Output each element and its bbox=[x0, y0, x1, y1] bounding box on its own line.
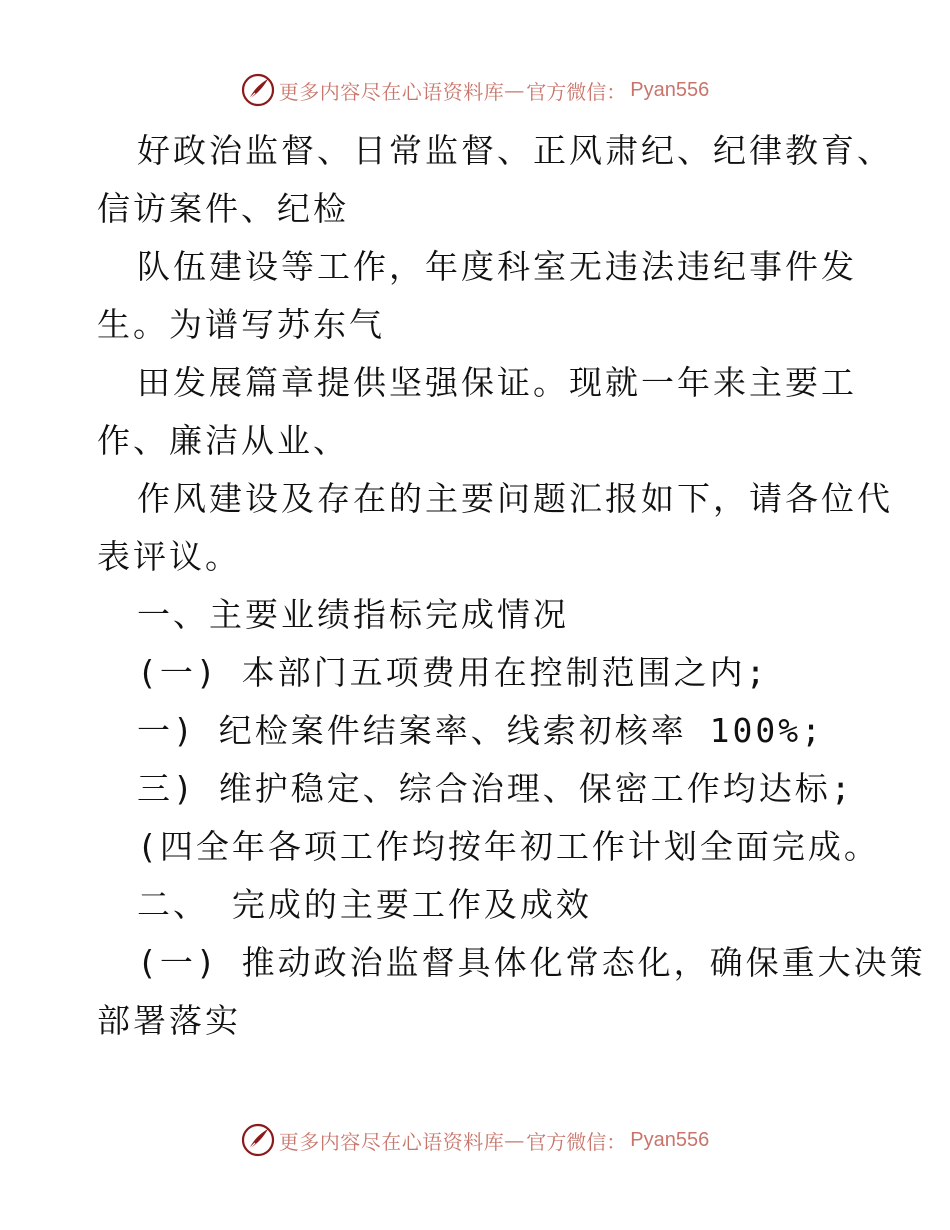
banner-text: 更多内容尽在心语资料库 bbox=[278, 1129, 505, 1154]
banner-wechat-id: Pyan556 bbox=[630, 78, 710, 101]
text-line: 信访案件、纪检 bbox=[97, 189, 349, 228]
text-line: 田发展篇章提供坚强保证。现就一年来主要工 bbox=[137, 363, 857, 402]
section-heading: 二、 完成的主要工作及成效 bbox=[137, 885, 592, 924]
banner-wechat-label: 官方微信： bbox=[526, 1129, 627, 1154]
text-line: 作风建设及存在的主要问题汇报如下，请各位代 bbox=[137, 479, 893, 518]
banner-wechat-id: Pyan556 bbox=[630, 1128, 710, 1151]
text-line: (一) 本部门五项费用在控制范围之内; bbox=[137, 653, 769, 692]
footer-banner bbox=[0, 1120, 950, 1160]
banner-dash: — bbox=[504, 78, 525, 102]
text-line: 队伍建设等工作，年度科室无违法违纪事件发 bbox=[137, 247, 857, 286]
text-line: 作、廉洁从业、 bbox=[97, 421, 349, 460]
text-line: 生。为谱写苏东气 bbox=[97, 305, 385, 344]
quill-pen-logo-icon bbox=[241, 73, 275, 107]
quill-pen-logo-icon bbox=[241, 1123, 275, 1157]
text-line: 表评议。 bbox=[97, 537, 241, 576]
text-line: 一) 纪检案件结案率、线索初核率 100%; bbox=[137, 711, 824, 750]
header-banner bbox=[0, 70, 950, 110]
text-line: 好政治监督、日常监督、正风肃纪、纪律教育、 bbox=[137, 131, 893, 170]
document-body bbox=[97, 122, 926, 1050]
text-line: (一) 推动政治监督具体化常态化，确保重大决策 bbox=[137, 943, 926, 982]
text-line: 三) 维护稳定、综合治理、保密工作均达标; bbox=[137, 769, 854, 808]
text-line: 部署落实 bbox=[97, 1001, 241, 1040]
banner-dash: — bbox=[504, 1128, 525, 1152]
banner-text: 更多内容尽在心语资料库 bbox=[278, 79, 505, 104]
text-line: (四全年各项工作均按年初工作计划全面完成。 bbox=[137, 827, 880, 866]
section-heading: 一、主要业绩指标完成情况 bbox=[137, 595, 569, 634]
banner-wechat-label: 官方微信： bbox=[526, 79, 627, 104]
